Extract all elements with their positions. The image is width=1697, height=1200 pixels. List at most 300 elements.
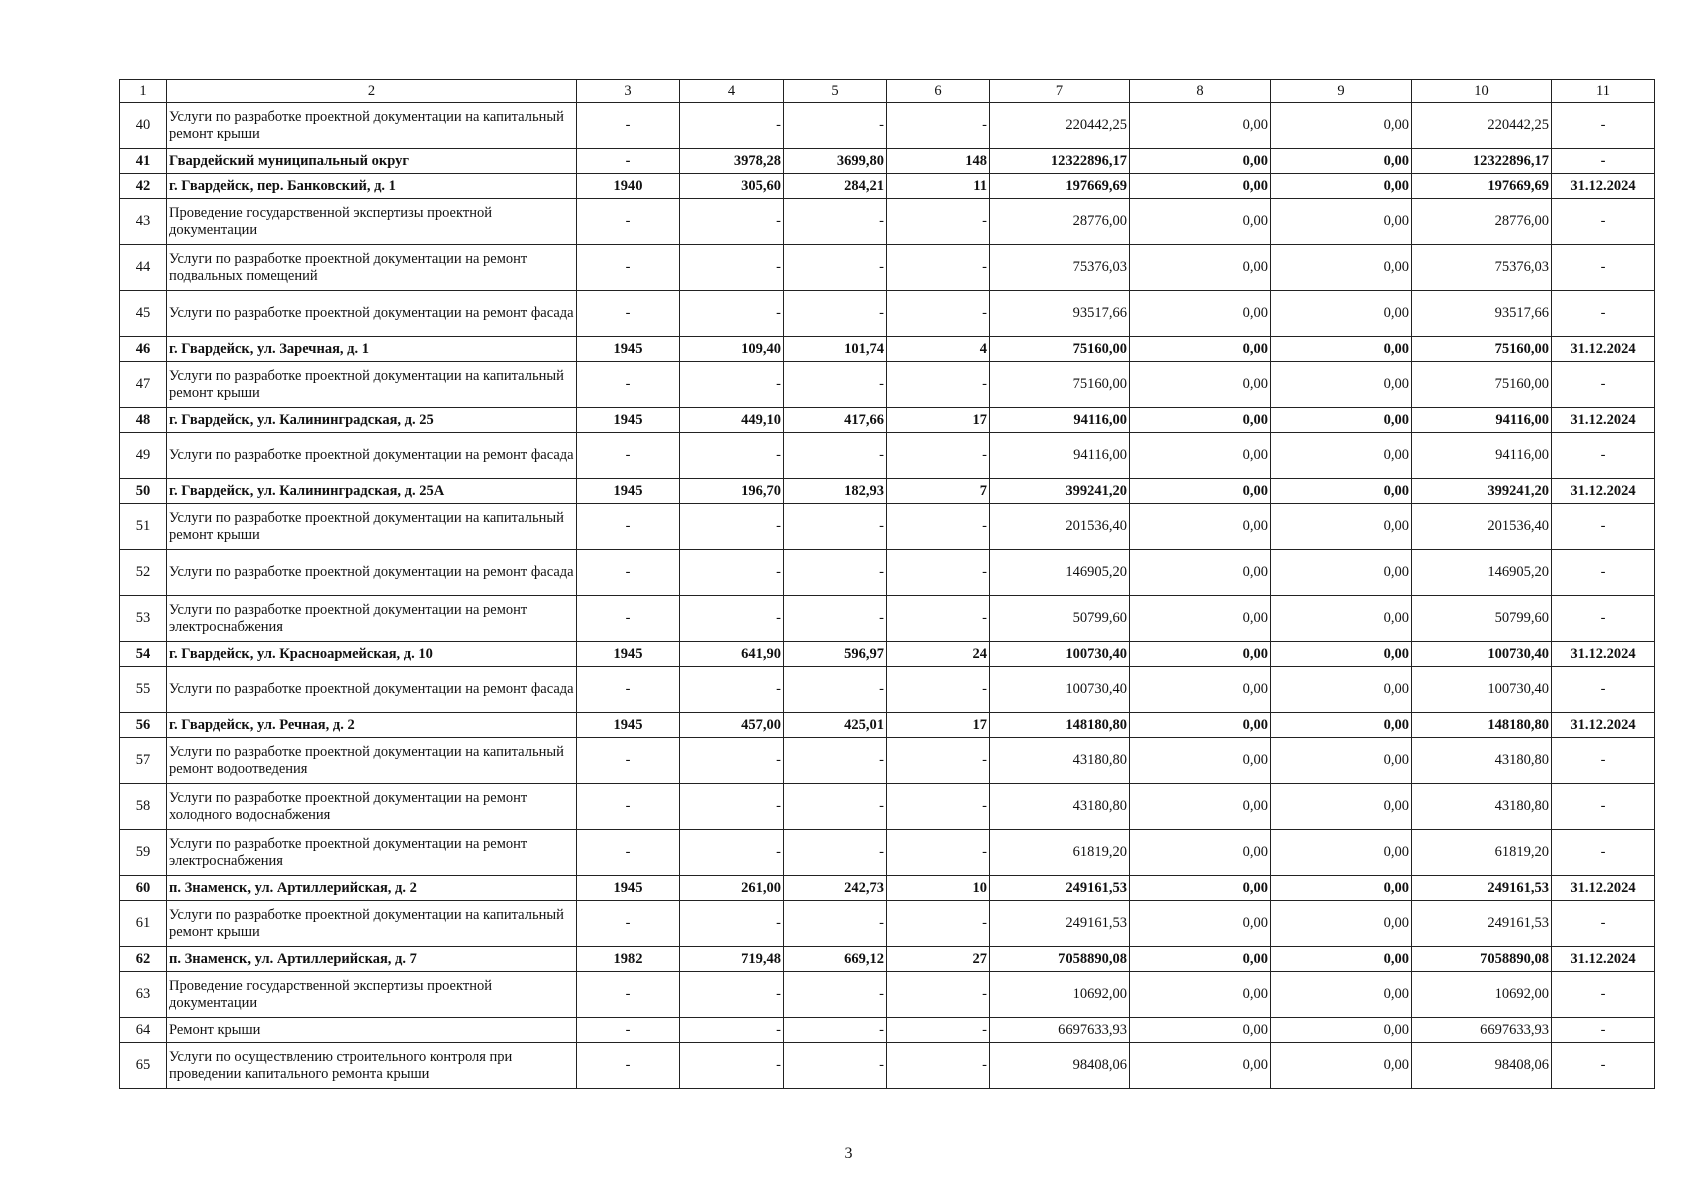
- table-row: [120, 103, 1655, 149]
- deadline-cell: -: [1552, 291, 1655, 337]
- year-cell: -: [577, 596, 680, 642]
- cost-own-cell: 201536,40: [1412, 504, 1552, 550]
- residents-cell: -: [887, 1043, 990, 1089]
- year-cell: 1945: [577, 713, 680, 738]
- area-living-cell: -: [784, 1043, 887, 1089]
- cost-fund-b-cell: 0,00: [1271, 504, 1412, 550]
- residents-cell: -: [887, 667, 990, 713]
- cost-total-cell: 201536,40: [990, 504, 1130, 550]
- row-number-cell: 48: [120, 408, 167, 433]
- cost-own-cell: 100730,40: [1412, 667, 1552, 713]
- residents-cell: -: [887, 291, 990, 337]
- residents-cell: 17: [887, 713, 990, 738]
- residents-cell: -: [887, 901, 990, 947]
- column-number: 11: [1552, 80, 1655, 103]
- year-cell: -: [577, 972, 680, 1018]
- deadline-cell: 31.12.2024: [1552, 174, 1655, 199]
- cost-total-cell: 100730,40: [990, 642, 1130, 667]
- area-total-cell: 641,90: [680, 642, 784, 667]
- cost-fund-a-cell: 0,00: [1130, 199, 1271, 245]
- cost-fund-b-cell: 0,00: [1271, 479, 1412, 504]
- cost-fund-a-cell: 0,00: [1130, 642, 1271, 667]
- area-living-cell: -: [784, 504, 887, 550]
- column-number: 2: [167, 80, 577, 103]
- residents-cell: 24: [887, 642, 990, 667]
- column-number: 5: [784, 80, 887, 103]
- cost-own-cell: 10692,00: [1412, 972, 1552, 1018]
- table-row: [120, 738, 1655, 784]
- description-cell: Ремонт крыши: [167, 1018, 577, 1043]
- cost-total-cell: 146905,20: [990, 550, 1130, 596]
- year-cell: -: [577, 504, 680, 550]
- residents-cell: -: [887, 199, 990, 245]
- area-total-cell: 449,10: [680, 408, 784, 433]
- row-number-cell: 50: [120, 479, 167, 504]
- year-cell: -: [577, 245, 680, 291]
- description-cell: г. Гвардейск, ул. Калининградская, д. 25: [167, 408, 577, 433]
- cost-own-cell: 249161,53: [1412, 876, 1552, 901]
- cost-fund-a-cell: 0,00: [1130, 362, 1271, 408]
- row-number-cell: 42: [120, 174, 167, 199]
- deadline-cell: 31.12.2024: [1552, 947, 1655, 972]
- residents-cell: 27: [887, 947, 990, 972]
- deadline-cell: -: [1552, 667, 1655, 713]
- cost-fund-a-cell: 0,00: [1130, 245, 1271, 291]
- cost-own-cell: 249161,53: [1412, 901, 1552, 947]
- description-cell: Услуги по разработке проектной документации на капитальный ремонт крыши: [167, 362, 577, 408]
- cost-fund-b-cell: 0,00: [1271, 596, 1412, 642]
- area-total-cell: -: [680, 433, 784, 479]
- table-row: [120, 1043, 1655, 1089]
- year-cell: 1945: [577, 337, 680, 362]
- area-living-cell: 182,93: [784, 479, 887, 504]
- deadline-cell: -: [1552, 504, 1655, 550]
- area-total-cell: 109,40: [680, 337, 784, 362]
- area-living-cell: -: [784, 901, 887, 947]
- area-living-cell: -: [784, 362, 887, 408]
- cost-own-cell: 148180,80: [1412, 713, 1552, 738]
- row-number-cell: 61: [120, 901, 167, 947]
- year-cell: -: [577, 199, 680, 245]
- row-number-cell: 40: [120, 103, 167, 149]
- year-cell: -: [577, 1043, 680, 1089]
- column-number: 4: [680, 80, 784, 103]
- table-row: [120, 1018, 1655, 1043]
- year-cell: -: [577, 1018, 680, 1043]
- row-number-cell: 64: [120, 1018, 167, 1043]
- table-row-address: [120, 713, 1655, 738]
- deadline-cell: -: [1552, 433, 1655, 479]
- deadline-cell: 31.12.2024: [1552, 876, 1655, 901]
- description-cell: Услуги по разработке проектной документации на ремонт электроснабжения: [167, 830, 577, 876]
- residents-cell: -: [887, 972, 990, 1018]
- cost-fund-a-cell: 0,00: [1130, 433, 1271, 479]
- cost-fund-b-cell: 0,00: [1271, 291, 1412, 337]
- area-total-cell: -: [680, 362, 784, 408]
- cost-own-cell: 399241,20: [1412, 479, 1552, 504]
- table-row: [120, 362, 1655, 408]
- cost-own-cell: 75160,00: [1412, 362, 1552, 408]
- row-number-cell: 45: [120, 291, 167, 337]
- area-living-cell: -: [784, 199, 887, 245]
- column-number: 10: [1412, 80, 1552, 103]
- area-total-cell: -: [680, 199, 784, 245]
- cost-total-cell: 75376,03: [990, 245, 1130, 291]
- area-living-cell: -: [784, 103, 887, 149]
- area-total-cell: 261,00: [680, 876, 784, 901]
- cost-total-cell: 94116,00: [990, 433, 1130, 479]
- area-living-cell: -: [784, 291, 887, 337]
- cost-fund-b-cell: 0,00: [1271, 830, 1412, 876]
- deadline-cell: -: [1552, 830, 1655, 876]
- cost-own-cell: 61819,20: [1412, 830, 1552, 876]
- page-number: 3: [844, 1145, 853, 1162]
- description-cell: Проведение государственной экспертизы проектной документации: [167, 972, 577, 1018]
- cost-fund-b-cell: 0,00: [1271, 642, 1412, 667]
- year-cell: -: [577, 291, 680, 337]
- cost-fund-a-cell: 0,00: [1130, 972, 1271, 1018]
- area-total-cell: -: [680, 738, 784, 784]
- cost-own-cell: 94116,00: [1412, 433, 1552, 479]
- table-row: [120, 550, 1655, 596]
- area-total-cell: 305,60: [680, 174, 784, 199]
- deadline-cell: -: [1552, 550, 1655, 596]
- area-total-cell: 457,00: [680, 713, 784, 738]
- area-living-cell: -: [784, 972, 887, 1018]
- year-cell: -: [577, 667, 680, 713]
- column-number: 1: [120, 80, 167, 103]
- cost-total-cell: 6697633,93: [990, 1018, 1130, 1043]
- description-cell: Услуги по разработке проектной документации на ремонт фасада: [167, 433, 577, 479]
- cost-total-cell: 10692,00: [990, 972, 1130, 1018]
- cost-own-cell: 50799,60: [1412, 596, 1552, 642]
- table-row: [120, 972, 1655, 1018]
- cost-total-cell: 94116,00: [990, 408, 1130, 433]
- year-cell: 1945: [577, 876, 680, 901]
- description-cell: г. Гвардейск, ул. Заречная, д. 1: [167, 337, 577, 362]
- area-living-cell: 417,66: [784, 408, 887, 433]
- table-row-address: [120, 408, 1655, 433]
- description-cell: Гвардейский муниципальный округ: [167, 149, 577, 174]
- cost-fund-b-cell: 0,00: [1271, 362, 1412, 408]
- area-living-cell: 101,74: [784, 337, 887, 362]
- deadline-cell: 31.12.2024: [1552, 479, 1655, 504]
- cost-fund-b-cell: 0,00: [1271, 199, 1412, 245]
- table-row: [120, 901, 1655, 947]
- residents-cell: -: [887, 596, 990, 642]
- description-cell: Проведение государственной экспертизы проектной документации: [167, 199, 577, 245]
- column-number-row: [120, 80, 1655, 103]
- area-total-cell: -: [680, 667, 784, 713]
- cost-fund-a-cell: 0,00: [1130, 337, 1271, 362]
- cost-fund-b-cell: 0,00: [1271, 876, 1412, 901]
- cost-fund-a-cell: 0,00: [1130, 1018, 1271, 1043]
- residents-cell: -: [887, 550, 990, 596]
- cost-fund-b-cell: 0,00: [1271, 713, 1412, 738]
- area-total-cell: 719,48: [680, 947, 784, 972]
- area-living-cell: 669,12: [784, 947, 887, 972]
- column-number: 6: [887, 80, 990, 103]
- deadline-cell: -: [1552, 362, 1655, 408]
- area-living-cell: 3699,80: [784, 149, 887, 174]
- cost-fund-b-cell: 0,00: [1271, 947, 1412, 972]
- area-total-cell: -: [680, 245, 784, 291]
- year-cell: 1940: [577, 174, 680, 199]
- description-cell: п. Знаменск, ул. Артиллерийская, д. 7: [167, 947, 577, 972]
- cost-own-cell: 146905,20: [1412, 550, 1552, 596]
- deadline-cell: -: [1552, 1043, 1655, 1089]
- area-total-cell: -: [680, 830, 784, 876]
- area-living-cell: -: [784, 830, 887, 876]
- deadline-cell: -: [1552, 103, 1655, 149]
- cost-total-cell: 12322896,17: [990, 149, 1130, 174]
- description-cell: г. Гвардейск, пер. Банковский, д. 1: [167, 174, 577, 199]
- cost-fund-b-cell: 0,00: [1271, 337, 1412, 362]
- area-living-cell: 242,73: [784, 876, 887, 901]
- residents-cell: 10: [887, 876, 990, 901]
- table-row: [120, 596, 1655, 642]
- row-number-cell: 46: [120, 337, 167, 362]
- cost-fund-b-cell: 0,00: [1271, 103, 1412, 149]
- area-living-cell: -: [784, 1018, 887, 1043]
- area-living-cell: -: [784, 784, 887, 830]
- cost-total-cell: 148180,80: [990, 713, 1130, 738]
- deadline-cell: 31.12.2024: [1552, 408, 1655, 433]
- cost-total-cell: 43180,80: [990, 738, 1130, 784]
- description-cell: Услуги по разработке проектной документации на ремонт холодного водоснабжения: [167, 784, 577, 830]
- deadline-cell: -: [1552, 738, 1655, 784]
- residents-cell: -: [887, 738, 990, 784]
- cost-fund-b-cell: 0,00: [1271, 1018, 1412, 1043]
- table-row: [120, 245, 1655, 291]
- residents-cell: -: [887, 784, 990, 830]
- cost-fund-b-cell: 0,00: [1271, 433, 1412, 479]
- row-number-cell: 52: [120, 550, 167, 596]
- cost-fund-a-cell: 0,00: [1130, 1043, 1271, 1089]
- year-cell: 1945: [577, 479, 680, 504]
- row-number-cell: 65: [120, 1043, 167, 1089]
- cost-fund-a-cell: 0,00: [1130, 149, 1271, 174]
- residents-cell: -: [887, 433, 990, 479]
- area-total-cell: -: [680, 1018, 784, 1043]
- year-cell: -: [577, 784, 680, 830]
- row-number-cell: 55: [120, 667, 167, 713]
- cost-own-cell: 98408,06: [1412, 1043, 1552, 1089]
- cost-total-cell: 98408,06: [990, 1043, 1130, 1089]
- table-row: [120, 199, 1655, 245]
- table-row-address: [120, 174, 1655, 199]
- year-cell: -: [577, 362, 680, 408]
- row-number-cell: 51: [120, 504, 167, 550]
- description-cell: г. Гвардейск, ул. Речная, д. 2: [167, 713, 577, 738]
- cost-total-cell: 197669,69: [990, 174, 1130, 199]
- cost-fund-a-cell: 0,00: [1130, 784, 1271, 830]
- residents-cell: 7: [887, 479, 990, 504]
- area-total-cell: -: [680, 596, 784, 642]
- cost-fund-b-cell: 0,00: [1271, 972, 1412, 1018]
- cost-fund-a-cell: 0,00: [1130, 667, 1271, 713]
- description-cell: п. Знаменск, ул. Артиллерийская, д. 2: [167, 876, 577, 901]
- deadline-cell: -: [1552, 901, 1655, 947]
- deadline-cell: -: [1552, 784, 1655, 830]
- row-number-cell: 58: [120, 784, 167, 830]
- year-cell: -: [577, 901, 680, 947]
- description-cell: Услуги по осуществлению строительного контроля при проведении капитального ремонта крыши: [167, 1043, 577, 1089]
- cost-fund-a-cell: 0,00: [1130, 550, 1271, 596]
- deadline-cell: -: [1552, 199, 1655, 245]
- area-living-cell: -: [784, 433, 887, 479]
- cost-own-cell: 93517,66: [1412, 291, 1552, 337]
- deadline-cell: 31.12.2024: [1552, 337, 1655, 362]
- residents-cell: -: [887, 504, 990, 550]
- deadline-cell: 31.12.2024: [1552, 713, 1655, 738]
- cost-total-cell: 43180,80: [990, 784, 1130, 830]
- table-row-address: [120, 642, 1655, 667]
- cost-fund-a-cell: 0,00: [1130, 876, 1271, 901]
- deadline-cell: 31.12.2024: [1552, 642, 1655, 667]
- row-number-cell: 62: [120, 947, 167, 972]
- residents-cell: 11: [887, 174, 990, 199]
- year-cell: -: [577, 830, 680, 876]
- description-cell: Услуги по разработке проектной документации на ремонт фасада: [167, 550, 577, 596]
- residents-cell: -: [887, 103, 990, 149]
- cost-own-cell: 75376,03: [1412, 245, 1552, 291]
- column-number: 7: [990, 80, 1130, 103]
- year-cell: 1982: [577, 947, 680, 972]
- cost-own-cell: 197669,69: [1412, 174, 1552, 199]
- deadline-cell: -: [1552, 1018, 1655, 1043]
- year-cell: -: [577, 433, 680, 479]
- cost-fund-a-cell: 0,00: [1130, 504, 1271, 550]
- cost-fund-b-cell: 0,00: [1271, 174, 1412, 199]
- description-cell: Услуги по разработке проектной документации на капитальный ремонт крыши: [167, 901, 577, 947]
- table-row-address: [120, 947, 1655, 972]
- cost-fund-b-cell: 0,00: [1271, 408, 1412, 433]
- deadline-cell: -: [1552, 972, 1655, 1018]
- description-cell: Услуги по разработке проектной документации на капитальный ремонт крыши: [167, 103, 577, 149]
- cost-fund-b-cell: 0,00: [1271, 1043, 1412, 1089]
- cost-fund-a-cell: 0,00: [1130, 947, 1271, 972]
- column-number: 9: [1271, 80, 1412, 103]
- column-number: 3: [577, 80, 680, 103]
- area-total-cell: -: [680, 972, 784, 1018]
- year-cell: -: [577, 550, 680, 596]
- cost-fund-b-cell: 0,00: [1271, 667, 1412, 713]
- cost-own-cell: 43180,80: [1412, 784, 1552, 830]
- cost-fund-a-cell: 0,00: [1130, 174, 1271, 199]
- area-total-cell: -: [680, 784, 784, 830]
- cost-total-cell: 399241,20: [990, 479, 1130, 504]
- area-total-cell: -: [680, 504, 784, 550]
- residents-cell: -: [887, 362, 990, 408]
- cost-fund-b-cell: 0,00: [1271, 784, 1412, 830]
- table-row: [120, 504, 1655, 550]
- cost-own-cell: 220442,25: [1412, 103, 1552, 149]
- cost-fund-a-cell: 0,00: [1130, 713, 1271, 738]
- cost-fund-b-cell: 0,00: [1271, 901, 1412, 947]
- area-total-cell: -: [680, 103, 784, 149]
- area-living-cell: -: [784, 245, 887, 291]
- year-cell: -: [577, 149, 680, 174]
- cost-total-cell: 249161,53: [990, 876, 1130, 901]
- description-cell: Услуги по разработке проектной документации на ремонт фасада: [167, 667, 577, 713]
- area-total-cell: -: [680, 550, 784, 596]
- deadline-cell: -: [1552, 149, 1655, 174]
- cost-total-cell: 93517,66: [990, 291, 1130, 337]
- row-number-cell: 44: [120, 245, 167, 291]
- cost-total-cell: 50799,60: [990, 596, 1130, 642]
- table-row: [120, 784, 1655, 830]
- description-cell: г. Гвардейск, ул. Калининградская, д. 25А: [167, 479, 577, 504]
- cost-own-cell: 6697633,93: [1412, 1018, 1552, 1043]
- description-cell: Услуги по разработке проектной документации на ремонт фасада: [167, 291, 577, 337]
- deadline-cell: -: [1552, 596, 1655, 642]
- cost-total-cell: 249161,53: [990, 901, 1130, 947]
- cost-fund-b-cell: 0,00: [1271, 550, 1412, 596]
- area-total-cell: 3978,28: [680, 149, 784, 174]
- area-living-cell: -: [784, 596, 887, 642]
- cost-own-cell: 75160,00: [1412, 337, 1552, 362]
- cost-own-cell: 28776,00: [1412, 199, 1552, 245]
- area-living-cell: -: [784, 667, 887, 713]
- description-cell: Услуги по разработке проектной документации на ремонт электроснабжения: [167, 596, 577, 642]
- table-row-address: [120, 337, 1655, 362]
- cost-total-cell: 100730,40: [990, 667, 1130, 713]
- cost-fund-a-cell: 0,00: [1130, 291, 1271, 337]
- description-cell: Услуги по разработке проектной документации на капитальный ремонт водоотведения: [167, 738, 577, 784]
- table-row: [120, 667, 1655, 713]
- cost-fund-a-cell: 0,00: [1130, 901, 1271, 947]
- row-number-cell: 54: [120, 642, 167, 667]
- cost-own-cell: 94116,00: [1412, 408, 1552, 433]
- description-cell: г. Гвардейск, ул. Красноармейская, д. 10: [167, 642, 577, 667]
- cost-total-cell: 75160,00: [990, 337, 1130, 362]
- cost-fund-a-cell: 0,00: [1130, 103, 1271, 149]
- residents-cell: 4: [887, 337, 990, 362]
- row-number-cell: 63: [120, 972, 167, 1018]
- row-number-cell: 60: [120, 876, 167, 901]
- row-number-cell: 59: [120, 830, 167, 876]
- table-row-address: [120, 876, 1655, 901]
- cost-own-cell: 12322896,17: [1412, 149, 1552, 174]
- year-cell: 1945: [577, 642, 680, 667]
- row-number-cell: 53: [120, 596, 167, 642]
- cost-own-cell: 7058890,08: [1412, 947, 1552, 972]
- year-cell: -: [577, 738, 680, 784]
- residents-cell: -: [887, 830, 990, 876]
- cost-fund-b-cell: 0,00: [1271, 245, 1412, 291]
- row-number-cell: 41: [120, 149, 167, 174]
- cost-fund-a-cell: 0,00: [1130, 408, 1271, 433]
- area-living-cell: 596,97: [784, 642, 887, 667]
- cost-fund-b-cell: 0,00: [1271, 149, 1412, 174]
- area-living-cell: 284,21: [784, 174, 887, 199]
- row-number-cell: 49: [120, 433, 167, 479]
- cost-total-cell: 28776,00: [990, 199, 1130, 245]
- cost-fund-a-cell: 0,00: [1130, 830, 1271, 876]
- cost-total-cell: 7058890,08: [990, 947, 1130, 972]
- cost-fund-a-cell: 0,00: [1130, 738, 1271, 784]
- year-cell: 1945: [577, 408, 680, 433]
- cost-total-cell: 220442,25: [990, 103, 1130, 149]
- cost-own-cell: 100730,40: [1412, 642, 1552, 667]
- table-row: [120, 433, 1655, 479]
- cost-own-cell: 43180,80: [1412, 738, 1552, 784]
- cost-fund-a-cell: 0,00: [1130, 596, 1271, 642]
- area-total-cell: -: [680, 291, 784, 337]
- residents-cell: -: [887, 1018, 990, 1043]
- cost-fund-a-cell: 0,00: [1130, 479, 1271, 504]
